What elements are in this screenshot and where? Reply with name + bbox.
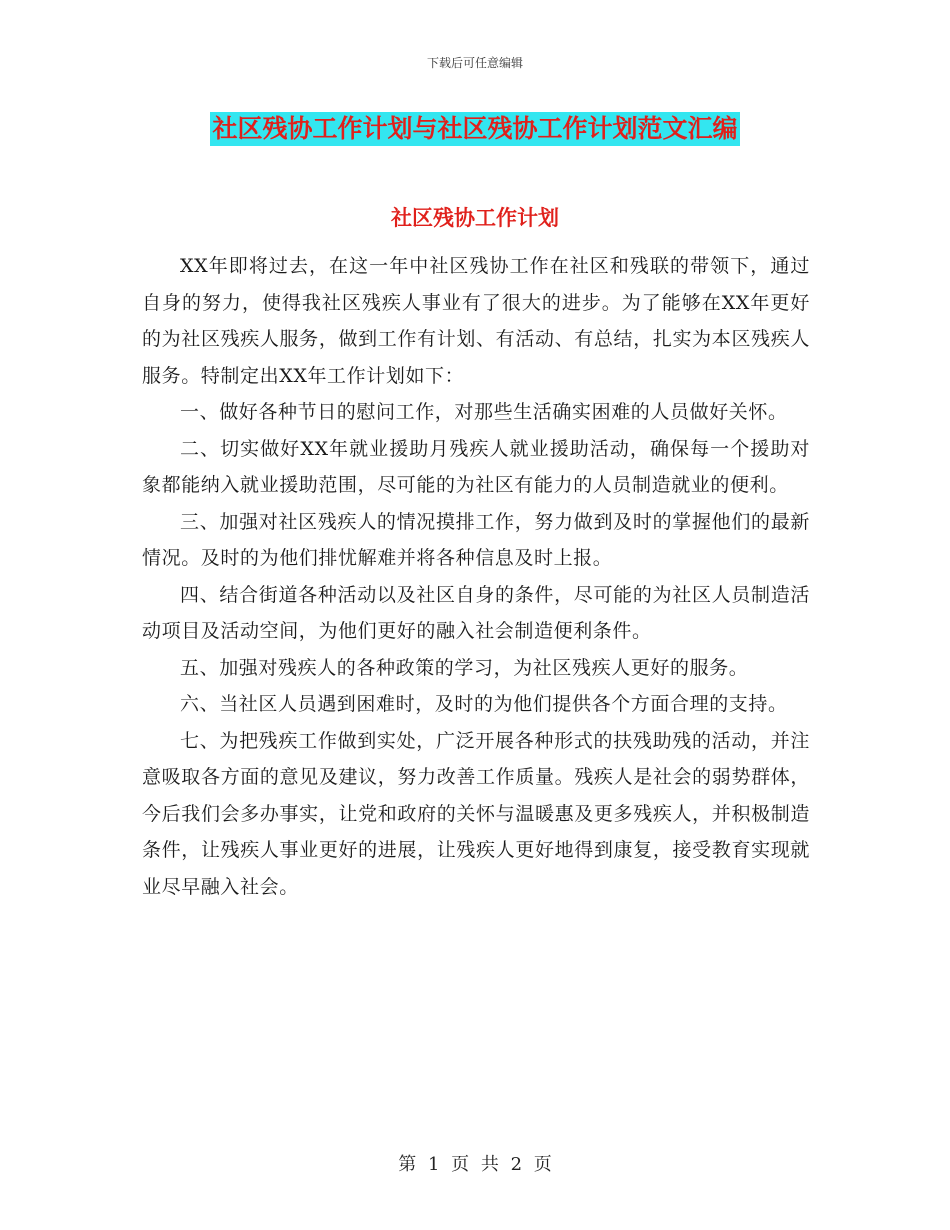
paragraph-item-2: 二、切实做好XX年就业援助月残疾人就业援助活动，确保每一个援助对象都能纳入就业援助范围，尽可能的为社区有能力的人员制造就业的便利。: [142, 437, 810, 496]
paragraph-item-6: 六、当社区人员遇到困难时，及时的为他们提供各个方面合理的支持。: [180, 693, 788, 715]
page-footer: 第 1 页 共 2 页: [398, 1154, 552, 1175]
paragraph-item-7: 七、为把残疾工作做到实处，广泛开展各种形式的扶残助残的活动，并注意吸取各方面的意见及建议，努力改善工作质量。残疾人是社会的弱势群体，今后我们会多办事实，让党和政府的关怀与温暖惠及更多残疾人，并积极制造条件，让残疾人事业更好的进展，让残疾人更好地得到康复，接受教育实现就业尽早融入社会。: [142, 729, 810, 898]
document-body: [142, 248, 810, 905]
header-note: 下载后可任意编辑: [426, 56, 523, 70]
document-title: 社区残协工作计划与社区残协工作计划范文汇编: [210, 112, 739, 146]
paragraph-intro: XX年即将过去，在这一年中社区残协工作在社区和残联的带领下，通过自身的努力，使得我社区残疾人事业有了很大的进步。为了能够在XX年更好的为社区残疾人服务，做到工作有计划、有活动、有总结，扎实为本区残疾人服务。特制定出XX年工作计划如下：: [142, 255, 810, 387]
paragraph-item-3: 三、加强对社区残疾人的情况摸排工作，努力做到及时的掌握他们的最新情况。及时的为他们排忧解难并将各种信息及时上报。: [142, 510, 810, 569]
paragraph-item-5: 五、加强对残疾人的各种政策的学习，为社区残疾人更好的服务。: [180, 656, 749, 679]
section-title: 社区残协工作计划: [391, 205, 559, 230]
paragraph-item-1: 一、做好各种节日的慰问工作，对那些生活确实困难的人员做好关怀。: [180, 401, 788, 423]
document-title-container: [0, 112, 950, 146]
paragraph-item-4: 四、结合街道各种活动以及社区自身的条件，尽可能的为社区人员制造活动项目及活动空间，为他们更好的融入社会制造便利条件。: [142, 583, 810, 642]
